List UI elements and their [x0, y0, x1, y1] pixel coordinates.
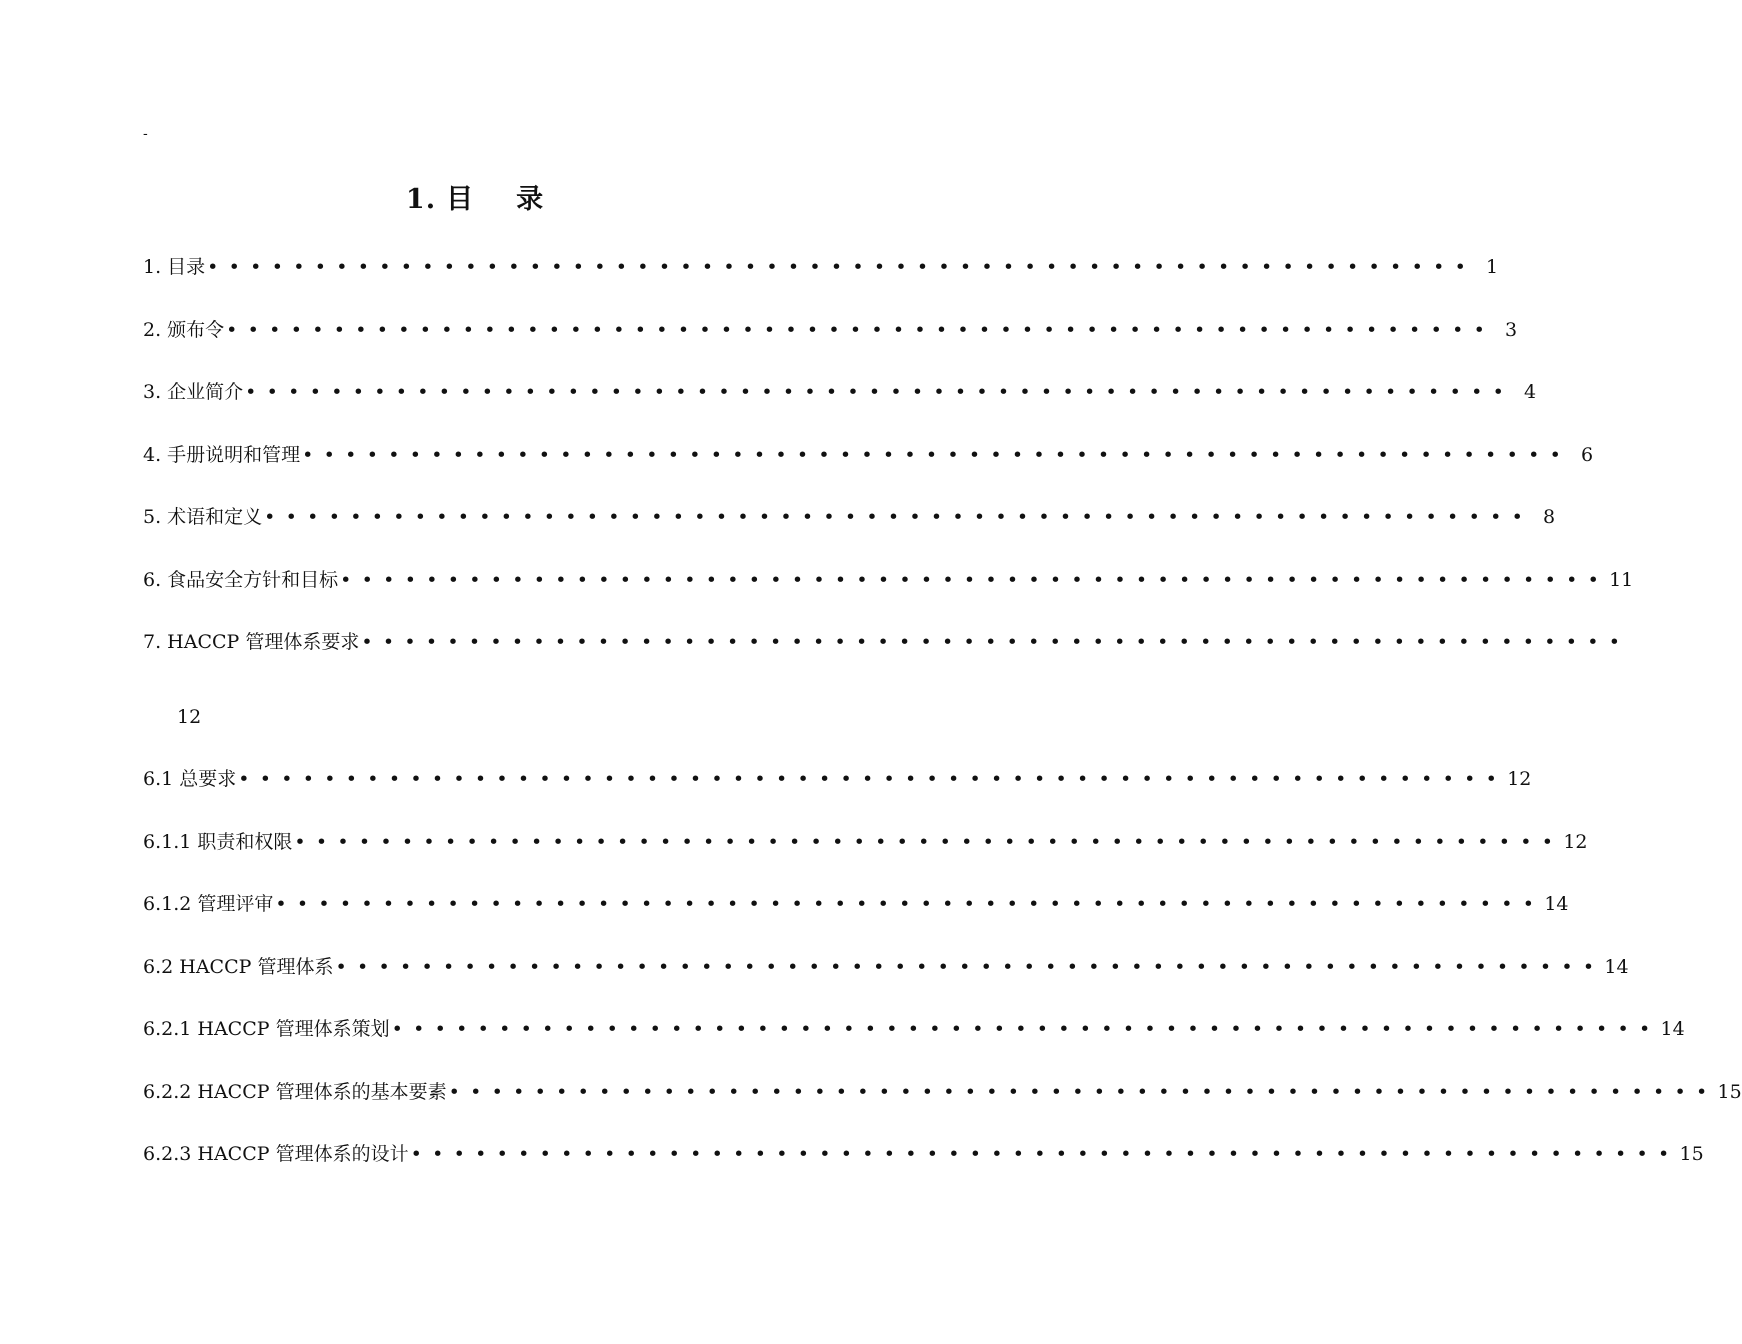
- toc-entry-13[interactable]: [143, 1075, 1742, 1109]
- title-char-1: 目: [446, 184, 475, 215]
- toc-entry-7-page[interactable]: 12: [177, 706, 202, 728]
- toc-leader-dots: •••••••••••••••••••••••••••••••••••••••••••••••••••••••••••: [302, 444, 1572, 466]
- toc-entry-4[interactable]: [143, 438, 1594, 472]
- toc-entry-page: 12: [1563, 831, 1588, 853]
- toc-entry-page: 1: [1486, 256, 1499, 278]
- toc-entry-page: 14: [1604, 956, 1629, 978]
- toc-entry-10[interactable]: [143, 887, 1569, 921]
- toc-entry-label: 4. 手册说明和管理: [143, 444, 301, 466]
- toc-entry-9[interactable]: [143, 825, 1588, 859]
- toc-leader-dots: •••••••••••••••••••••••••••••••••••••••••••••••••••••••••••: [275, 893, 1545, 915]
- toc-entry-14[interactable]: [143, 1137, 1704, 1171]
- toc-leader-dots: •••••••••••••••••••••••••••••••••••••••••••••••••••••••••••: [207, 256, 1477, 278]
- toc-leader-dots: •••••••••••••••••••••••••••••••••••••••••••••••••••••••••••: [245, 381, 1515, 403]
- toc-entry-3[interactable]: [143, 375, 1537, 409]
- toc-entry-page: 12: [1507, 768, 1532, 790]
- toc-entry-page: 8: [1543, 506, 1556, 528]
- page-title: [0, 180, 950, 220]
- title-char-2: 录: [516, 184, 545, 215]
- toc-entry-page: 14: [1544, 893, 1569, 915]
- toc-entry-1[interactable]: [143, 250, 1499, 284]
- toc-leader-dots: •••••••••••••••••••••••••••••••••••••••••••••••••••••••••••: [226, 319, 1496, 341]
- header-mark: -: [143, 126, 148, 142]
- toc-entry-label: 6.1.2 管理评审: [143, 893, 274, 915]
- toc-entry-page: 6: [1581, 444, 1594, 466]
- toc-entry-label: 7. HACCP 管理体系要求: [143, 631, 360, 653]
- toc-entry-8[interactable]: [143, 762, 1532, 796]
- toc-entry-7[interactable]: [143, 625, 1631, 659]
- toc-leader-dots: •••••••••••••••••••••••••••••••••••••••••••••••••••••••••••: [340, 569, 1610, 591]
- toc-entry-11[interactable]: [143, 950, 1629, 984]
- toc-entry-label: 2. 颁布令: [143, 319, 225, 341]
- toc-entry-label: 6.2.2 HACCP 管理体系的基本要素: [143, 1081, 447, 1103]
- toc-leader-dots: •••••••••••••••••••••••••••••••••••••••••••••••••••••••••••: [448, 1081, 1718, 1103]
- toc-leader-dots: •••••••••••••••••••••••••••••••••••••••••••••••••••••••••••: [335, 956, 1605, 978]
- toc-leader-dots: •••••••••••••••••••••••••••••••••••••••••••••••••••••••••••: [410, 1143, 1680, 1165]
- toc-entry-label: 6.2.1 HACCP 管理体系策划: [143, 1018, 390, 1040]
- toc-leader-dots: •••••••••••••••••••••••••••••••••••••••••••••••••••••••••••: [238, 768, 1508, 790]
- toc-entry-label: 6. 食品安全方针和目标: [143, 569, 339, 591]
- toc-entry-12[interactable]: [143, 1012, 1685, 1046]
- toc-entry-page: 3: [1505, 319, 1518, 341]
- toc-leader-dots: •••••••••••••••••••••••••••••••••••••••••••••••••••••••••••: [294, 831, 1564, 853]
- toc-leader-dots: •••••••••••••••••••••••••••••••••••••••••••••••••••••••••••: [361, 631, 1631, 653]
- toc-entry-page: 15: [1679, 1143, 1704, 1165]
- toc-entry-label: 5. 术语和定义: [143, 506, 263, 528]
- toc-entry-label: 6.1.1 职责和权限: [143, 831, 293, 853]
- toc-entry-page: 15: [1717, 1081, 1742, 1103]
- title-number: 1.: [405, 184, 437, 215]
- toc-leader-dots: •••••••••••••••••••••••••••••••••••••••••••••••••••••••••••: [391, 1018, 1661, 1040]
- toc-entry-5[interactable]: [143, 500, 1556, 534]
- toc-leader-dots: •••••••••••••••••••••••••••••••••••••••••••••••••••••••••••: [264, 506, 1534, 528]
- toc-entry-label: 6.2 HACCP 管理体系: [143, 956, 334, 978]
- toc-entry-page: 11: [1609, 569, 1634, 591]
- toc-entry-6[interactable]: [143, 563, 1634, 597]
- toc-entry-label: 6.1 总要求: [143, 768, 237, 790]
- toc-entry-label: 3. 企业简介: [143, 381, 244, 403]
- toc-entry-page: 4: [1524, 381, 1537, 403]
- toc-entry-label: 6.2.3 HACCP 管理体系的设计: [143, 1143, 409, 1165]
- toc-entry-label: 1. 目录: [143, 256, 206, 278]
- toc-entry-2[interactable]: [143, 313, 1518, 347]
- toc-entry-page: 14: [1660, 1018, 1685, 1040]
